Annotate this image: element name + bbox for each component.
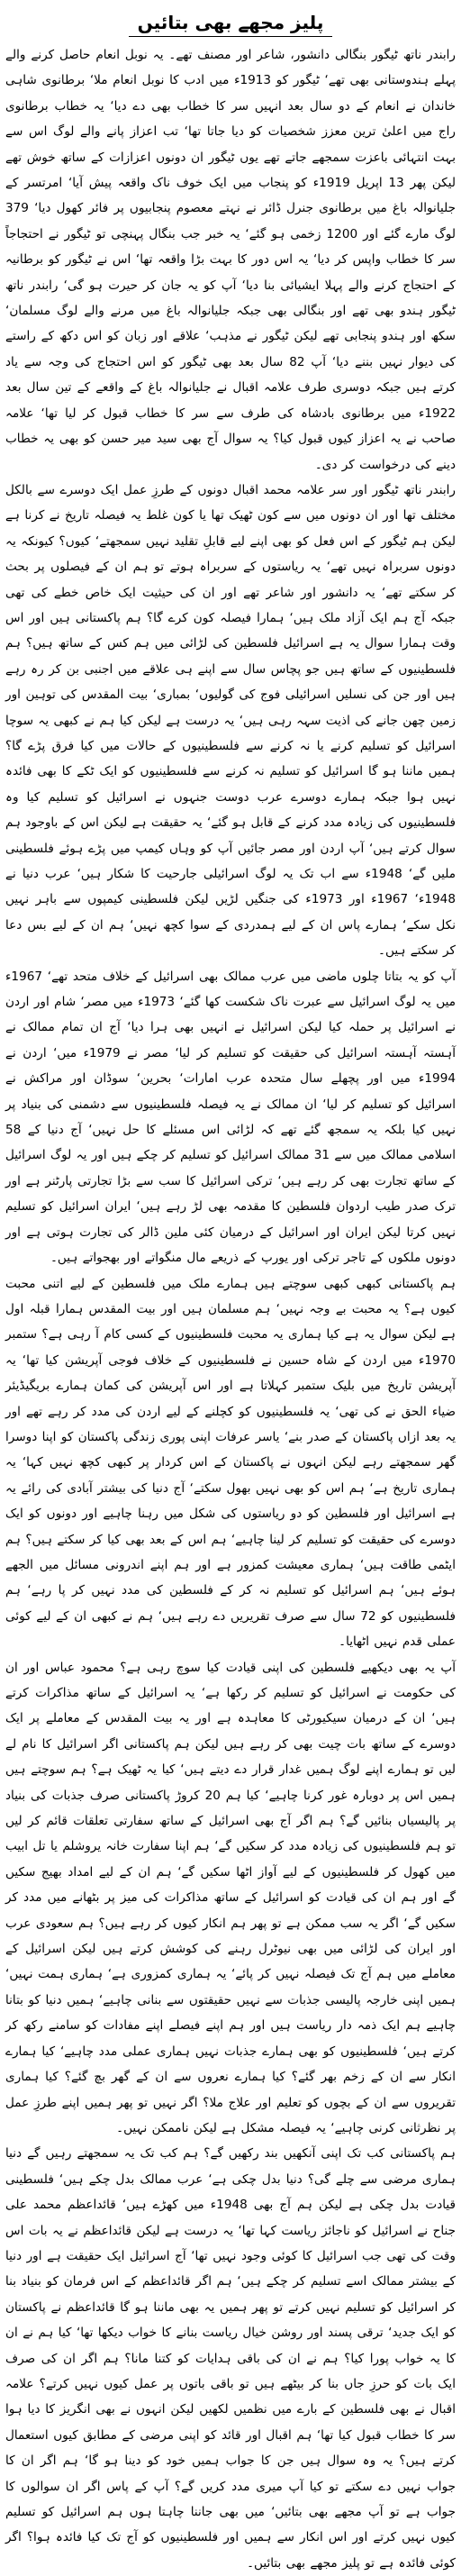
newspaper-column [5, 5, 456, 2571]
paragraph-4: ہم پاکستانی کبھی کبھی سوچتے ہیں ہمارے ملک میں فلسطین کے لیے اتنی محبت کیوں ہے؟ یہ محبت بے وجہ نہیں‘ ہم مسلمان ہیں اور بیت المقدس ہمارا قبلہ اول ہے لیکن سوال یہ ہے کیا ہماری یہ محبت فلسطینیوں کے کسی کام آ رہی ہے؟ ستمبر 1970ء میں اردن کے شاہ حسین نے فلسطینیوں کے خلاف فوجی آپریشن کیا تھا‘ یہ آپریشن تاریخ میں بلیک ستمبر کہلاتا ہے اور اس آپریشن کی کمان ہمارے بریگیڈیئر ضیاء الحق نے کی تھی‘ یہ فلسطینیوں کو کچلنے کے لیے اردن کی مدد کر رہے تھے اور یہ بعد ازاں پاکستان کے صدر بنے‘ یاسر عرفات اپنی پوری زندگی پاکستان کو اپنا دوسرا گھر سمجھتے رہے لیکن انہوں نے پاکستان کے اس کردار پر کبھی کچھ نہیں کہا‘ یہ ہماری تاریخ ہے‘ ہم اس کو بھی نہیں بھول سکتے‘ آج دنیا کی بیشتر آبادی کی رائے یہ ہے اسرائیل اور فلسطین کو دو ریاستوں کی شکل میں رہنا چاہیے اور دونوں کو ایک دوسرے کی حقیقت کو تسلیم کر لینا چاہیے‘ ہم اس کے بعد بھی کیا کر سکتے ہیں؟ ہم ایٹمی طاقت ہیں‘ ہماری معیشت کمزور ہے اور ہم اپنے اندرونی مسائل میں الجھے ہوئے ہیں‘ ہم اسرائیل کو تسلیم نہ کر کے فلسطین کی مدد نہیں کر پا رہے‘ ہم فلسطینیوں کو 72 سال سے صرف تقریریں دے رہے ہیں‘ ہم نے کبھی ان کے لیے کوئی عملی قدم نہیں اٹھایا۔ [5, 1276, 456, 1650]
headline-container [5, 9, 456, 37]
paragraph-2: رابندر ناتھ ٹیگور اور سر علامہ محمد اقبال دونوں کے طرزِ عمل ایک دوسرے سے بالکل مختلف تھا اور ان دونوں میں سے کون ٹھیک تھا یا کون غلط یہ فیصلہ تاریخ نے کرنا ہے لیکن ہم ٹیگور کے اس فعل کو بھی اپنے لیے قابلِ تقلید نہیں سمجھتے‘ کیوں؟ کیونکہ یہ دونوں سربراہ نہیں تھے‘ یہ ریاستوں کے سربراہ ہوتے تو ہم ان کے فیصلوں پر بحث کر سکتے تھے‘ یہ دانشور اور شاعر تھے اور ان کی حیثیت ایک خاص خطے کی تھی جبکہ آج ہم ایک آزاد ملک ہیں‘ ہمارا فیصلہ کون کرے گا؟ ہم پاکستانی ہیں اور اس وقت ہمارا سوال یہ ہے اسرائیل فلسطین کی لڑائی میں ہم کس کے ساتھ ہیں؟ ہم فلسطینیوں کے ساتھ ہیں جو پچاس سال سے اپنے ہی علاقے میں اجنبی بن کر رہ رہے ہیں اور جن کی نسلیں اسرائیلی فوج کی گولیوں‘ بمباری‘ بیت المقدس کی توہین اور زمین چھن جانے کی اذیت سہہ رہی ہیں‘ یہ درست ہے لیکن کیا ہم نے کبھی یہ سوچا اسرائیل کو تسلیم کرنے یا نہ کرنے سے فلسطینیوں کے حالات میں کیا فرق پڑے گا؟ ہمیں ماننا ہو گا اسرائیل کو تسلیم نہ کرنے سے فلسطینیوں کو ایک ٹکے کا بھی فائدہ نہیں ہوا جبکہ ہمارے دوسرے عرب دوست جنہوں نے اسرائیل کو تسلیم کیا وہ فلسطینیوں کی زیادہ مدد کرنے کے قابل ہو گئے‘ یہ حقیقت ہے لیکن اس کے باوجود ہم سوال کرتے ہیں‘ آپ اردن اور مصر جائیں آپ کو وہاں کیمپ میں پڑے ہوئے فلسطینی ملیں گے‘ 1948ء سے اب تک یہ لوگ اسرائیلی جارحیت کا شکار ہیں‘ عرب دنیا نے 1948ء‘ 1967ء اور 1973ء کی جنگیں لڑیں لیکن فلسطینی کیمپوں سے باہر نہیں نکل سکے‘ ہمارے پاس ان کے لیے ہمدردی کے سوا کچھ نہیں‘ ہم ان کے لیے بس دعا کر سکتے ہیں۔ [5, 482, 456, 959]
paragraph-3: آپ کو یہ بتاتا چلوں ماضی میں عرب ممالک بھی اسرائیل کے خلاف متحد تھے‘ 1967ء میں یہ لوگ اسرائیل سے عبرت ناک شکست کھا گئے‘ 1973ء میں مصر‘ شام اور اردن نے اسرائیل پر حملہ کیا لیکن اسرائیل نے انہیں بھی ہرا دیا‘ آج ان تمام ممالک نے آہستہ آہستہ اسرائیل کی حقیقت کو تسلیم کر لیا‘ مصر نے 1979ء میں‘ اردن نے 1994ء میں اور پچھلے سال متحدہ عرب امارات‘ بحرین‘ سوڈان اور مراکش نے اسرائیل کو تسلیم کر لیا‘ ان ممالک نے یہ فیصلہ فلسطینیوں سے دشمنی کی بنیاد پر نہیں کیا بلکہ یہ سمجھ گئے تھے کہ لڑائی اس مسئلے کا حل نہیں‘ آج دنیا کے 58 اسلامی ممالک میں سے 31 ممالک اسرائیل کو تسلیم کر چکے ہیں اور یہ لوگ اسرائیل کے ساتھ تجارت بھی کر رہے ہیں‘ ترکی اسرائیل کا سب سے بڑا تجارتی پارٹنر ہے اور ترک صدر طیب اردوان فلسطین کا مقدمہ بھی لڑ رہے ہیں‘ ایران اسرائیل کو تسلیم نہیں کرتا لیکن ایران اور اسرائیل کے درمیان کئی ملین ڈالر کی تجارت ہوتی ہے اور دونوں ملکوں کے تاجر ترکی اور یورپ کے ذریعے مال منگواتے اور بھجواتے ہیں۔ [5, 969, 456, 1266]
paragraph-1: رابندر ناتھ ٹیگور بنگالی دانشور، شاعر اور مصنف تھے۔ یہ نوبل انعام حاصل کرنے والے پہلے ہندوستانی بھی تھے‘ ٹیگور کو 1913ء میں ادب کا نوبل انعام ملا‘ برطانوی شاہی خاندان نے انعام کے دو سال بعد انہیں سر کا خطاب بھی دے دیا‘ یہ خطاب برطانوی راج میں اعلیٰ ترین معزز شخصیات کو دیا جاتا تھا‘ تب اعزاز پانے والے لوگ اس سے بہت انتہائی باعزت سمجھے جاتے تھے یوں ٹیگور ان دونوں اعزازات کے ساتھ خوش تھے لیکن پھر 13 اپریل 1919ء کو پنجاب میں ایک خوف ناک واقعہ پیش آیا‘ امرتسر کے جلیانوالہ باغ میں برطانوی جنرل ڈائر نے نہتے معصوم پنجابیوں پر فائر کھول دیا‘ 379 لوگ مارے گئے اور 1200 زخمی ہو گئے‘ یہ خبر جب بنگال پہنچی تو ٹیگور نے احتجاجاً سر کا خطاب واپس کر دیا‘ یہ اس دور کا بہت بڑا واقعہ تھا‘ اس نے ٹیگور کو برطانیہ کے احتجاج کرنے والے پہلا ایشیائی بنا دیا‘ آپ کو یہ جان کر حیرت ہو گی‘ رابندر ناتھ ٹیگور ہندو بھی تھے اور بنگالی بھی جبکہ جلیانوالہ باغ میں مرنے والے لوگ مسلمان‘ سکھ اور ہندو پنجابی تھے لیکن ٹیگور نے مذہب‘ علاقے اور زبان کو اس دکھ کے راستے کی دیوار نہیں بننے دیا‘ آپ 82 سال بعد بھی ٹیگور کو اس احتجاج کی وجہ سے یاد کرتے ہیں جبکہ دوسری طرف علامہ اقبال نے جلیانوالہ باغ کے واقعے کے تین سال بعد 1922ء میں برطانوی بادشاہ کی طرف سے سر کا خطاب قبول کر لیا تھا‘ علامہ صاحب نے یہ اعزاز کیوں قبول کیا؟ یہ سوال آج بھی سید میر حسن کو بھی یہ خطاب دینے کی درخواست کر دی۔ [5, 48, 456, 472]
paragraph-6: ہم پاکستانی کب تک اپنی آنکھیں بند رکھیں گے؟ ہم کب تک یہ سمجھتے رہیں گے دنیا ہماری مرضی سے چلے گی؟ دنیا بدل چکی ہے‘ عرب ممالک بدل چکے ہیں‘ فلسطینی قیادت بدل چکی ہے لیکن ہم آج بھی 1948ء میں کھڑے ہیں‘ قائداعظم محمد علی جناح نے اسرائیل کو ناجائز ریاست کہا تھا‘ یہ درست ہے لیکن قائداعظم نے یہ بات اس وقت کی تھی جب اسرائیل کا کوئی وجود نہیں تھا‘ آج اسرائیل ایک حقیقت ہے اور دنیا کے بیشتر ممالک اسے تسلیم کر چکے ہیں‘ ہم اگر قائداعظم کے اس فرمان کو بنیاد بنا کر اسرائیل کو تسلیم نہیں کرتے تو پھر ہمیں یہ بھی ماننا ہو گا قائداعظم نے پاکستان کو ایک جدید‘ ترقی پسند اور روشن خیال ریاست بنانے کا خواب دیکھا تھا‘ کیا ہم نے ان کا یہ خواب پورا کیا؟ ہم نے ان کی باقی ہدایات کو کتنا مانا؟ ہم اگر ان کی صرف ایک بات کو حرزِ جاں بنا کر بیٹھے ہیں تو باقی باتوں پر عمل کیوں نہیں کرتے؟ علامہ اقبال نے بھی فلسطین کے بارے میں نظمیں لکھیں لیکن انہوں نے بھی انگریز کا دیا ہوا سر کا خطاب قبول کیا تھا‘ ہم اقبال اور قائد کو اپنی مرضی کے مطابق کیوں استعمال کرتے ہیں؟ یہ وہ سوال ہیں جن کا جواب ہمیں خود کو دینا ہو گا‘ ہم اگر ان کا جواب نہیں دے سکتے تو کیا آپ میری مدد کریں گے؟ آپ کے پاس اگر ان سوالوں کا جواب ہے تو آپ مجھے بھی بتائیں‘ میں بھی جاننا چاہتا ہوں ہم اسرائیل کو تسلیم کیوں نہیں کرتے اور اس انکار سے ہمیں اور فلسطینیوں کو آج تک کیا فائدہ ہوا؟ اگر کوئی فائدہ ہے تو پلیز مجھے بھی بتائیں۔ [5, 2146, 456, 2571]
article-headline: پلیز مجھے بھی بتائیں [129, 9, 333, 37]
article-body [5, 42, 456, 2576]
paragraph-5: آپ یہ بھی دیکھیے فلسطین کی اپنی قیادت کیا سوچ رہی ہے؟ محمود عباس اور ان کی حکومت نے اسرائیل کو تسلیم کر رکھا ہے‘ یہ اسرائیل کے ساتھ مذاکرات کرتے ہیں‘ ان کے درمیان سیکیورٹی کا معاہدہ ہے اور یہ بیت المقدس کے معاملے پر ایک دوسرے کے ساتھ بات چیت بھی کر رہے ہیں لیکن ہم پاکستانی اگر اسرائیل کا نام لے لیں تو ہمارے اپنے لوگ ہمیں غدار قرار دے دیتے ہیں‘ کیا یہ ٹھیک ہے؟ ہم سوچتے ہیں ہمیں اس پر دوبارہ غور کرنا چاہیے‘ کیا ہم 20 کروڑ پاکستانی صرف جذبات کی بنیاد پر پالیسیاں بنائیں گے؟ ہم اگر آج بھی اسرائیل کے ساتھ سفارتی تعلقات قائم کر لیں تو ہم فلسطینیوں کی زیادہ مدد کر سکیں گے‘ ہم اپنا سفارت خانہ یروشلم یا تل ابیب میں کھول کر فلسطینیوں کے لیے آواز اٹھا سکیں گے‘ ہم ان کے لیے امداد بھیج سکیں گے اور ہم ان کی قیادت کو اسرائیل کے ساتھ مذاکرات کی میز پر بٹھانے میں مدد کر سکیں گے‘ اگر یہ سب ممکن ہے تو پھر ہم انکار کیوں کر رہے ہیں؟ ہم سعودی عرب اور ایران کی لڑائی میں بھی نیوٹرل رہنے کی کوشش کرتے ہیں لیکن اسرائیل کے معاملے میں ہم آج تک فیصلہ نہیں کر پائے‘ یہ ہماری کمزوری ہے‘ ہماری ہمت نہیں‘ ہمیں اپنی خارجہ پالیسی جذبات سے نہیں حقیقتوں سے بنانی چاہیے‘ ہمیں دنیا کو بتانا چاہیے ہم ایک ذمہ دار ریاست ہیں اور ہم اپنے فیصلے اپنے مفادات کو سامنے رکھ کر کرتے ہیں‘ فلسطینیوں کو بھی ہمارے جذبات نہیں ہماری عملی مدد چاہیے‘ کیا ہمارے انکار سے ان کے زخم بھر گئے؟ کیا ہمارے نعروں سے ان کے گھر بچ گئے؟ کیا ہماری تقریروں سے ان کے بچوں کو تعلیم اور علاج ملا؟ اگر نہیں تو پھر ہمیں اپنے طرزِ عمل پر نظرثانی کرنی چاہیے‘ یہ فیصلہ مشکل ہے لیکن ناممکن نہیں۔ [5, 1660, 456, 2135]
